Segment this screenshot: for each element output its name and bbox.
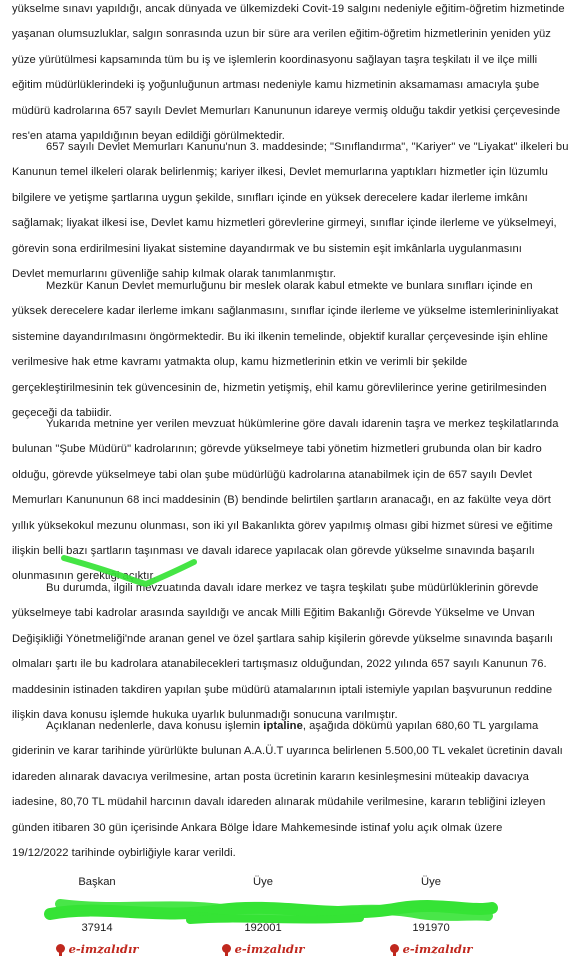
text-line: 19/12/2022 tarihinde oybirliğiyle karar verildi. xyxy=(12,846,236,859)
text-line: ilişkin dava konusu işlemde hukuka uyarlık bulunmadığı sonucuna varılmıştır. xyxy=(12,708,398,721)
text-line: olmaları şartı ile bu kadrolara atanabilecekleri tartışmasız olduğundan, 2022 yılında 657 sayılı Kanunun 76. xyxy=(12,658,547,671)
text-line: giderinin ve karar tarihinde yürürlükte bulunan A.A.Ü.T uyarınca belirlenen 5.500,00 TL vekalet ücretinin davalı xyxy=(12,745,563,758)
highlight-stroke-small xyxy=(60,548,200,588)
signer-title: Başkan xyxy=(78,876,116,888)
signer-title: Üye xyxy=(253,876,273,888)
seal-icon xyxy=(56,944,65,953)
paragraph xyxy=(12,0,572,149)
text-line: gerçekleştirilmesinin tek güvencesinin de, hizmetin yetişmiş, ehil kamu görevlilerince yerine getirilmesinden xyxy=(12,381,547,394)
text-line: Kanunun temel ilkeleri olarak belirlenmiş; kariyer ilkesi, Devlet memurlarına yaptıkları hizmetler için lüzumlu xyxy=(12,166,548,179)
esign-badge xyxy=(27,942,167,956)
text-line: Açıklanan nedenlerle, dava konusu işlemin iptaline, aşağıda dökümü yapılan 680,60 TL yargılama xyxy=(46,720,539,732)
text-line: bulunan "Şube Müdürü" kadrolarının; görevde yükselmeye tabi yönetim hizmetleri grubunda olan bir kadro xyxy=(12,443,542,456)
text-line: res'en atama yapıldığının beyan edildiği görülmektedir. xyxy=(12,129,285,142)
text-line: müdürü kadrolarına 657 sayılı Devlet Memurları Kanununun idareye vermiş olduğu takdir yetkisi çerçevesinde xyxy=(12,104,561,117)
esign-label: e-imzalıdır xyxy=(402,942,473,956)
text-line: Mezkür Kanun Devlet memurluğunu bir meslek olarak kabul etmekte ve bunlara sınıfları içinde en xyxy=(46,280,533,292)
text-line: yaşanan olumsuzluklar, salgın sonrasında uzun bir süre ara verilen eğitim-öğretim hizmetlerinin yeniden yüz xyxy=(12,28,551,41)
text-line: maddesinin istinaden takdiren yapılan şube müdürü atamalarının iptali istemiyle yapılan başvurunun reddine xyxy=(12,683,553,696)
esign-label: e-imzalıdır xyxy=(68,942,139,956)
text-line: Değişikliği Yönetmeliği'nde aranan genel ve özel şartlara sahip kişilerin görevde yükselme sınavında başarılı xyxy=(12,632,553,645)
esign-label: e-imzalıdır xyxy=(234,942,305,956)
text-line: Devlet memurlarını güvenliğe sahip kılmak olarak tanımlanmıştır. xyxy=(12,267,337,280)
signer-registry-number: 37914 xyxy=(81,922,113,934)
paragraph xyxy=(12,714,572,866)
bold-term: iptaline xyxy=(263,720,303,732)
text-line: görevin sona erdirilmesini liyakat sistemine dayandırmak ve bu sistemin eşit imkânlarla uygulanmasını xyxy=(12,242,522,255)
text-line: geçeceği da tabiidir. xyxy=(12,406,112,419)
text-line: sağlamak; liyakat ilkesi ise, Devlet kamu hizmetleri görevlerine girmeyi, sınıflar içinde ilerleme ve yükselmeyi, xyxy=(12,217,557,230)
esign-badge xyxy=(193,942,333,956)
text-line: yıllık yüksekokul mezunu olunması, son iki yıl Bakanlıkta görev yapılmış olması gibi hizmet süresi ve eğitime xyxy=(12,519,553,532)
text-line: olduğu, görevde yükselmeye tabi olan şube müdürlüğü kadrolarına atanabilmek için de 657 sayılı Devlet xyxy=(12,468,532,481)
text-line: sistemine dayandırılmasını öngörmektedir. Bu iki ilkenin temelinde, objektif kurallar çerçevesinde işin ehline xyxy=(12,330,548,343)
seal-icon xyxy=(222,944,231,953)
text-line: olunmasının gerektiği açıktır. xyxy=(12,570,156,583)
text-line: bilgilere ve yetişme şartlarına uygun şekilde, sınıfları içinde en yüksek derecelere kadar ilerleme imkânı xyxy=(12,191,528,204)
text-line: eğitim müdürlüklerindeki iş yoğunluğunun artması nedeniyle kamu hizmetinin aksamaması amacıyla şube xyxy=(12,79,540,92)
text-line: verilmesive hak etme kavramı yatmakta olup, kamu hizmetlerinin etkin ve verimli bir şekilde xyxy=(12,356,468,369)
text-line: yüze yürütülmesi kapsamında tüm bu iş ve işlemlerin koordinasyonu sağlayan taşra teşkilatı il ve ilçe milli xyxy=(12,53,538,66)
seal-icon xyxy=(390,944,399,953)
text-line: Yukarıda metnine yer verilen mevzuat hükümlerine göre davalı idarenin taşra ve merkez teşkilatlarında xyxy=(46,418,559,430)
text-line: yükselme sınavı yapıldığı, ancak dünyada ve ülkemizdeki Covit-19 salgını nedeniyle eğitim-öğretim hizmetinde xyxy=(12,3,565,15)
text-line: Bu durumda, ilgili mevzuatında davalı idare merkez ve taşra teşkilatı şube müdürlüklerinin görevde xyxy=(46,582,539,594)
esign-badge xyxy=(361,942,501,956)
paragraph xyxy=(12,274,572,426)
text-line: 657 sayılı Devlet Memurları Kanunu'nun 3. maddesinde; "Sınıflandırma", "Kariyer" ve "Liyakat" ilkeleri bu xyxy=(46,141,569,153)
signer-registry-number: 191970 xyxy=(412,922,450,934)
paragraph xyxy=(12,135,572,287)
signer-registry-number: 192001 xyxy=(244,922,282,934)
text-line: yüksek derecelere kadar ilerleme imkanı sağlanmasını, sınıflar içinde ilerleme ve yükselme istemlerininliyakat xyxy=(12,305,559,318)
text-line: günden itibaren 30 gün içerisinde Ankara Bölge İdare Mahkemesinde istinaf yolu açık olmak üzere xyxy=(12,821,503,834)
text-line: Memurları Kanununun 68 inci maddesinin (B) bendinde belirtilen şartların aranacağı, en az fakülte veya dört xyxy=(12,494,551,507)
text-line: yükselmeye tabi kadrolar arasında sayıldığı ve ancak Milli Eğitim Bakanlığı Görevde Yükselme ve Unvan xyxy=(12,607,535,620)
text-line: ilişkin belli bazı şartların taşınması ve davalı idarece yapılacak olan görevde yükselme sınavında başarılı xyxy=(12,544,535,557)
text-line: idareden alınarak davacıya verilmesine, artan posta ücretinin kararın kesinleşmesini müteakip davacıya xyxy=(12,770,529,783)
text-line: iadesine, 80,70 TL müdahil harcının davalı idareden alınarak müdahile verilmesine, kararın tebliğini izleyen xyxy=(12,796,546,809)
signer-title: Üye xyxy=(421,876,441,888)
paragraph xyxy=(12,576,572,728)
